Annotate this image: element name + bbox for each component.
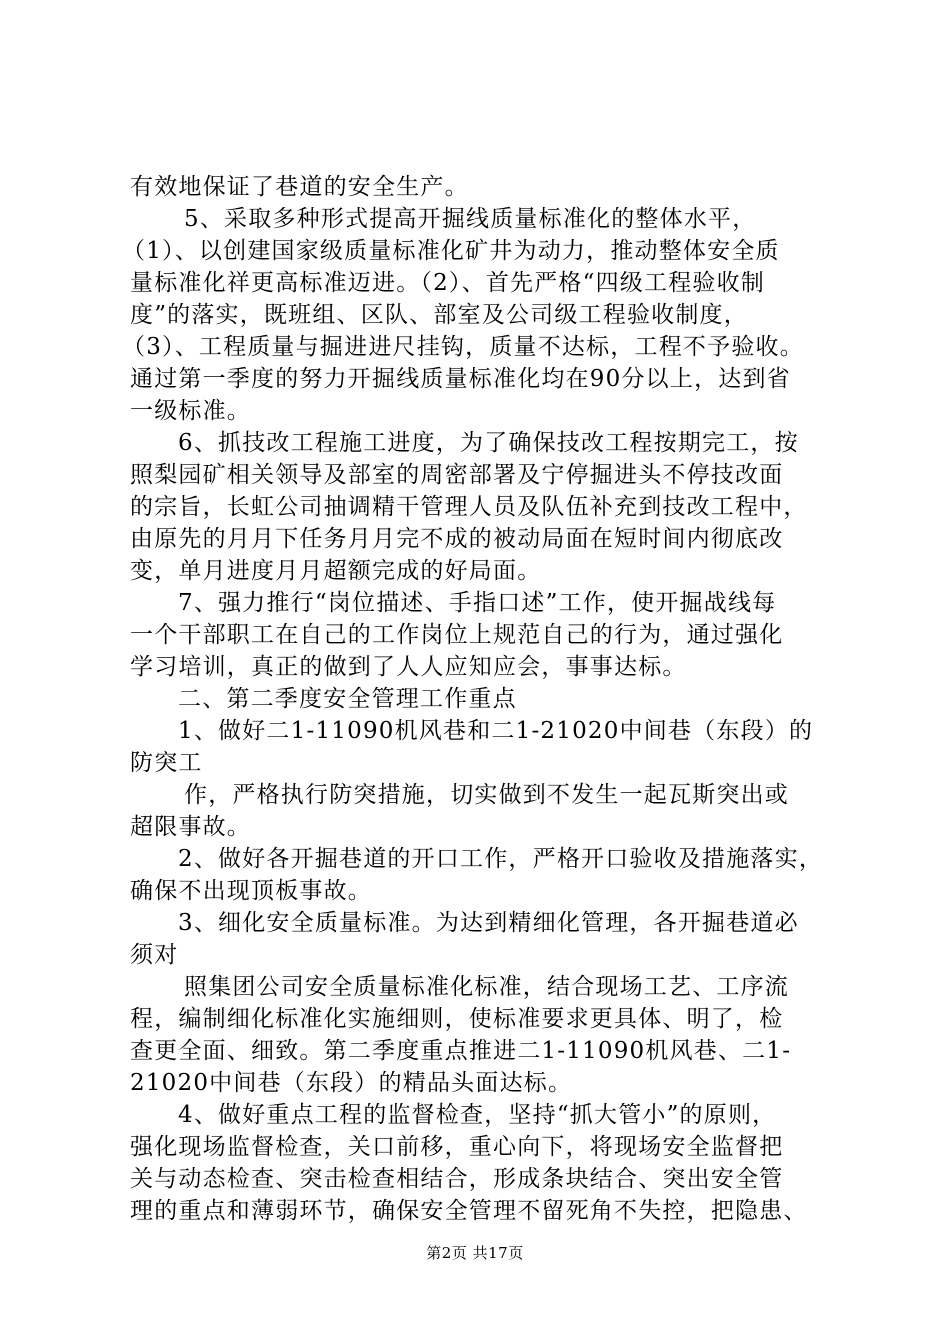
text-line: 关与动态检查、突击检查相结合，形成条块结合、突出安全管 — [130, 1166, 784, 1192]
text-line: 量标准化祥更高标准迈进。（2）、首先严格“四级工程验收制 — [130, 270, 765, 296]
text-line: 确保不出现顶板事故。 — [130, 878, 372, 904]
text-line: 强化现场监督检查，关口前移，重心向下，将现场安全监督把 — [130, 1134, 784, 1160]
text-line: 有效地保证了巷道的安全生产。 — [130, 174, 469, 200]
text-line: （1）、以创建国家级质量标准化矿井为动力，推动整体安全质 — [122, 238, 780, 264]
text-line: 度”的落实，既班组、区队、部室及公司级工程验收制度， — [130, 302, 748, 328]
text-line: 查更全面、细致。第二季度重点推进二1-11090机风巷、二1- — [130, 1038, 792, 1064]
text-line: 一个干部职工在自己的工作岗位上规范自己的行为，通过强化 — [130, 622, 784, 648]
text-line: 照集团公司安全质量标准化标准，结合现场工艺、工序流 — [184, 974, 789, 1000]
text-line: 一级标准。 — [130, 398, 251, 424]
text-line: 通过第一季度的努力开掘线质量标准化均在90分以上，达到省 — [130, 366, 791, 392]
text-line: 6、抓技改工程施工进度，为了确保技改工程按期完工，按 — [178, 430, 799, 456]
text-line: 1、做好二1-11090机风巷和二1-21020中间巷（东段）的 — [178, 718, 814, 744]
page-footer: 第2页 共17页 — [426, 1244, 524, 1262]
text-line: 4、做好重点工程的监督检查，坚持“抓大管小”的原则， — [178, 1102, 777, 1128]
text-line: 须对 — [130, 942, 179, 968]
text-line: 理的重点和薄弱环节，确保安全管理不留死角不失控，把隐患、 — [130, 1198, 808, 1224]
text-line: 3、细化安全质量标准。为达到精细化管理，各开掘巷道必 — [178, 910, 799, 936]
text-line: 防突工 — [130, 750, 203, 776]
text-line: 的宗旨，长虹公司抽调精干管理人员及队伍补充到技改工程中， — [130, 494, 808, 520]
text-line: 变，单月进度月月超额完成的好局面。 — [130, 558, 542, 584]
text-line: 2、做好各开掘巷道的开口工作，严格开口验收及措施落实， — [178, 846, 824, 872]
text-line: 作，严格执行防突措施，切实做到不发生一起瓦斯突出或 — [184, 782, 789, 808]
text-line: 学习培训，真正的做到了人人应知应会，事事达标。 — [130, 654, 687, 680]
text-line: 程，编制细化标准化实施细则，使标准要求更具体、明了，检 — [130, 1006, 784, 1032]
text-line: 21020中间巷（东段）的精品头面达标。 — [130, 1070, 573, 1096]
section-heading: 二、第二季度安全管理工作重点 — [178, 686, 517, 712]
text-line: （3）、工程质量与掘进进尺挂钩，质量不达标，工程不予验收。 — [122, 334, 804, 360]
text-line: 照梨园矿相关领导及部室的周密部署及宁停掘进头不停技改面 — [130, 462, 784, 488]
text-line: 由原先的月月下任务月月完不成的被动局面在短时间内彻底改 — [130, 526, 784, 552]
text-line: 7、强力推行“岗位描述、手指口述”工作，使开掘战线每 — [178, 590, 777, 616]
text-line: 5、采取多种形式提高开掘线质量标准化的整体水平， — [184, 206, 757, 232]
text-line: 超限事故。 — [130, 814, 251, 840]
